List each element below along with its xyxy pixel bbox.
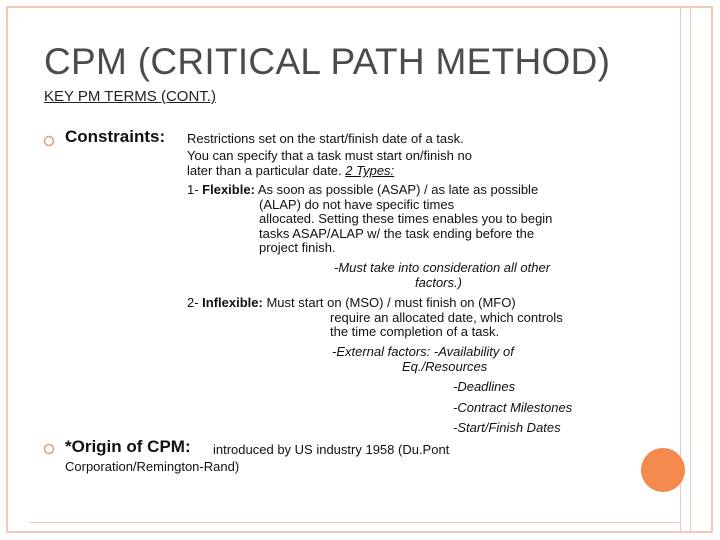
- flexible-label: Flexible:: [202, 182, 255, 197]
- constraints-line-3-text: later than a particular date.: [187, 163, 346, 178]
- flexible-line-4: tasks ASAP/ALAP w/ the task ending before the: [259, 226, 535, 241]
- external-factors-3: -Deadlines: [453, 379, 516, 394]
- constraints-label: Constraints:: [65, 127, 166, 146]
- constraints-line-2: You can specify that a task must start on/finish no: [187, 148, 472, 163]
- external-factors-2: Eq./Resources: [402, 359, 488, 374]
- flexible-number: 1-: [187, 182, 203, 197]
- right-rail-line: [680, 6, 681, 533]
- origin-label: *Origin of CPM:: [65, 437, 191, 456]
- inflexible-line-3: the time completion of a task.: [330, 324, 500, 339]
- inflexible-label: Inflexible:: [202, 295, 263, 310]
- types-label: 2 Types:: [345, 163, 395, 178]
- constraints-line-3: [187, 163, 394, 178]
- inflexible-line-1: [187, 295, 516, 310]
- external-factors-5: -Start/Finish Dates: [453, 420, 561, 435]
- constraints-line-1: Restrictions set on the start/finish date of a task.: [187, 131, 464, 146]
- slide-title: CPM (CRITICAL PATH METHOD): [44, 41, 611, 82]
- slide-subtitle: KEY PM TERMS (CONT.): [44, 88, 216, 105]
- inflexible-number: 2-: [187, 295, 203, 310]
- inflexible-text-1: Must start on (MSO) / must finish on (MFO): [262, 295, 516, 310]
- flexible-line-5: project finish.: [259, 240, 336, 255]
- origin-description-2: Corporation/Remington-Rand): [65, 459, 240, 474]
- external-factors-1: -External factors: -Availability of: [332, 344, 514, 359]
- flexible-line-2: (ALAP) do not have specific times: [259, 197, 455, 212]
- right-rail-line-2: [690, 6, 691, 533]
- flexible-line-3: allocated. Setting these times enables you to begin: [259, 211, 553, 226]
- flexible-text-1: As soon as possible (ASAP) / as late as possible: [254, 182, 539, 197]
- ring-bullet-icon: [43, 135, 55, 147]
- flexible-note-1: -Must take into consideration all other: [334, 260, 551, 275]
- ring-bullet-icon: [43, 443, 55, 455]
- flexible-line-1: [187, 182, 538, 197]
- decorative-circle: [641, 448, 685, 492]
- bottom-rule: [30, 522, 680, 523]
- inflexible-line-2: require an allocated date, which controls: [330, 310, 563, 325]
- flexible-note-2: factors.): [415, 275, 462, 290]
- origin-description-1: introduced by US industry 1958 (Du.Pont: [213, 442, 450, 457]
- external-factors-4: -Contract Milestones: [453, 400, 573, 415]
